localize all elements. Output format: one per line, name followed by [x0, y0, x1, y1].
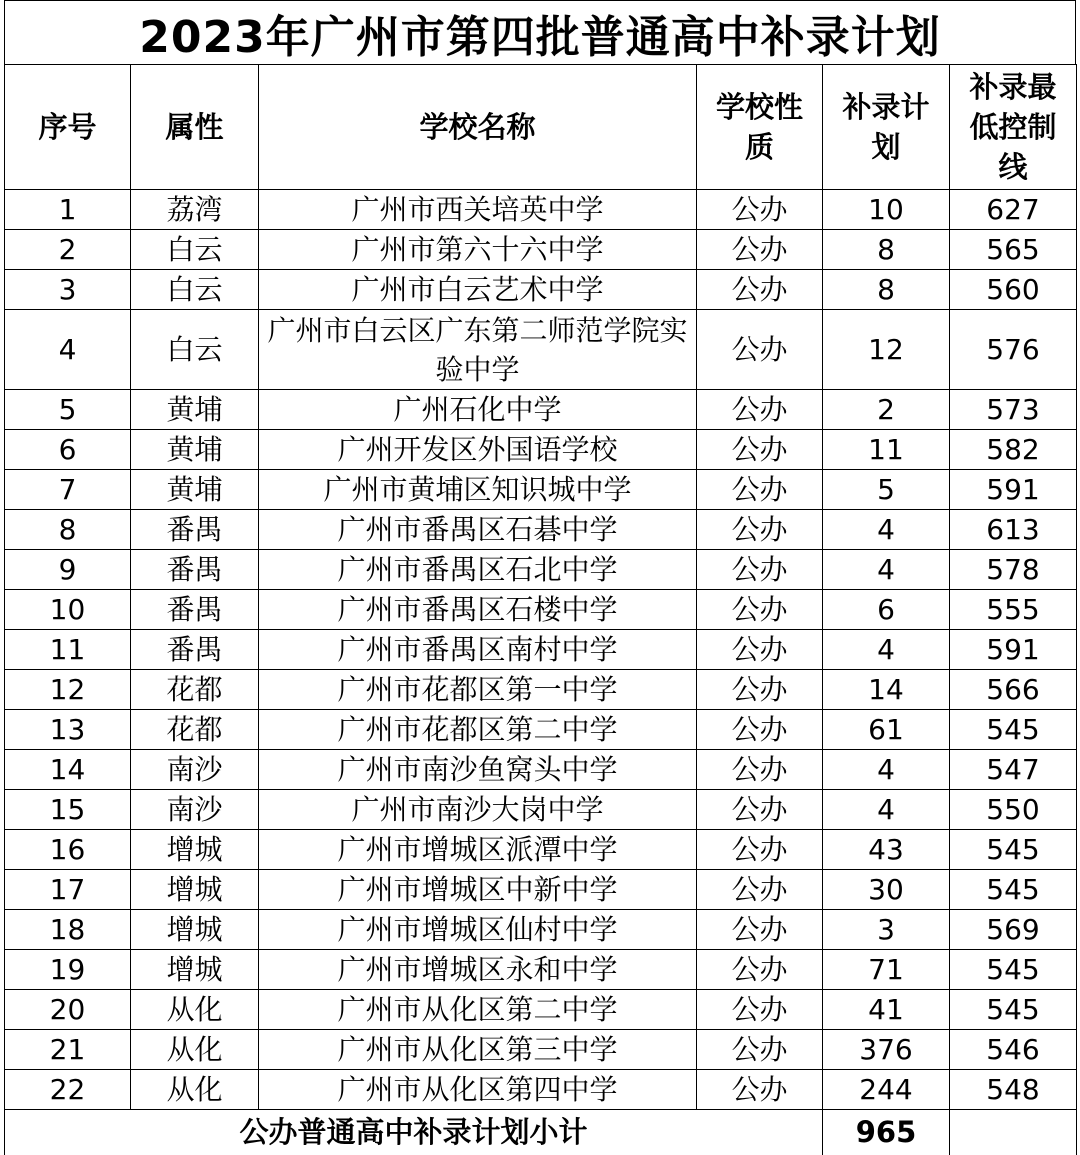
cell-plan: 14 [823, 670, 950, 710]
cell-plan: 2 [823, 390, 950, 430]
cell-district: 黄埔 [131, 390, 259, 430]
cell-minscore: 545 [950, 950, 1077, 990]
cell-district: 番禺 [131, 590, 259, 630]
table-row [5, 1030, 1077, 1070]
cell-nature: 公办 [697, 1070, 823, 1110]
cell-district: 黄埔 [131, 470, 259, 510]
cell-nature: 公办 [697, 990, 823, 1030]
cell-school: 广州市从化区第二中学 [259, 990, 697, 1030]
table-row [5, 670, 1077, 710]
header-school: 学校名称 [259, 65, 697, 190]
table-row [5, 510, 1077, 550]
cell-seq: 8 [5, 510, 131, 550]
cell-school: 广州市增城区永和中学 [259, 950, 697, 990]
cell-plan: 10 [823, 190, 950, 230]
cell-nature: 公办 [697, 790, 823, 830]
cell-plan: 244 [823, 1070, 950, 1110]
cell-district: 白云 [131, 270, 259, 310]
header-district: 属性 [131, 65, 259, 190]
cell-nature: 公办 [697, 830, 823, 870]
table-row [5, 830, 1077, 870]
table-row [5, 790, 1077, 830]
cell-minscore: 576 [950, 310, 1077, 390]
table-row [5, 910, 1077, 950]
header-plan: 补录计划 [823, 65, 950, 190]
cell-plan: 71 [823, 950, 950, 990]
cell-minscore: 548 [950, 1070, 1077, 1110]
cell-minscore: 560 [950, 270, 1077, 310]
cell-plan: 8 [823, 230, 950, 270]
cell-district: 白云 [131, 310, 259, 390]
table-row [5, 590, 1077, 630]
cell-district: 增城 [131, 830, 259, 870]
cell-plan: 30 [823, 870, 950, 910]
cell-district: 花都 [131, 670, 259, 710]
cell-school: 广州市增城区仙村中学 [259, 910, 697, 950]
cell-school: 广州市白云区广东第二师范学院实验中学 [259, 310, 697, 390]
header-row [5, 65, 1077, 190]
cell-nature: 公办 [697, 750, 823, 790]
cell-district: 南沙 [131, 750, 259, 790]
cell-district: 从化 [131, 990, 259, 1030]
cell-school: 广州市增城区派潭中学 [259, 830, 697, 870]
cell-minscore: 545 [950, 830, 1077, 870]
cell-school: 广州市第六十六中学 [259, 230, 697, 270]
cell-minscore: 555 [950, 590, 1077, 630]
table-row [5, 630, 1077, 670]
cell-minscore: 582 [950, 430, 1077, 470]
cell-nature: 公办 [697, 470, 823, 510]
cell-district: 白云 [131, 230, 259, 270]
cell-district: 番禺 [131, 510, 259, 550]
cell-nature: 公办 [697, 310, 823, 390]
cell-seq: 2 [5, 230, 131, 270]
cell-school: 广州市从化区第四中学 [259, 1070, 697, 1110]
cell-school: 广州市白云艺术中学 [259, 270, 697, 310]
cell-seq: 9 [5, 550, 131, 590]
cell-school: 广州市番禺区石碁中学 [259, 510, 697, 550]
cell-minscore: 550 [950, 790, 1077, 830]
table-row [5, 750, 1077, 790]
header-nature: 学校性质 [697, 65, 823, 190]
cell-school: 广州市番禺区南村中学 [259, 630, 697, 670]
cell-seq: 7 [5, 470, 131, 510]
cell-minscore: 546 [950, 1030, 1077, 1070]
cell-district: 南沙 [131, 790, 259, 830]
cell-minscore: 627 [950, 190, 1077, 230]
cell-minscore: 547 [950, 750, 1077, 790]
cell-plan: 61 [823, 710, 950, 750]
cell-nature: 公办 [697, 550, 823, 590]
cell-nature: 公办 [697, 190, 823, 230]
page-title: 2023年广州市第四批普通高中补录计划 [4, 0, 1076, 64]
cell-seq: 18 [5, 910, 131, 950]
cell-district: 增城 [131, 950, 259, 990]
cell-school: 广州市花都区第二中学 [259, 710, 697, 750]
table-row [5, 470, 1077, 510]
cell-school: 广州市西关培英中学 [259, 190, 697, 230]
cell-district: 黄埔 [131, 430, 259, 470]
cell-plan: 4 [823, 510, 950, 550]
cell-plan: 43 [823, 830, 950, 870]
cell-district: 番禺 [131, 550, 259, 590]
cell-seq: 10 [5, 590, 131, 630]
cell-seq: 11 [5, 630, 131, 670]
cell-minscore: 566 [950, 670, 1077, 710]
cell-plan: 4 [823, 550, 950, 590]
cell-seq: 12 [5, 670, 131, 710]
cell-plan: 41 [823, 990, 950, 1030]
cell-minscore: 545 [950, 710, 1077, 750]
table-row [5, 550, 1077, 590]
table-row [5, 950, 1077, 990]
cell-nature: 公办 [697, 870, 823, 910]
cell-plan: 8 [823, 270, 950, 310]
subtotal-row [5, 1110, 1077, 1155]
cell-seq: 17 [5, 870, 131, 910]
cell-district: 花都 [131, 710, 259, 750]
cell-school: 广州市南沙鱼窝头中学 [259, 750, 697, 790]
cell-minscore: 578 [950, 550, 1077, 590]
cell-minscore: 613 [950, 510, 1077, 550]
cell-seq: 4 [5, 310, 131, 390]
cell-seq: 21 [5, 1030, 131, 1070]
table-row [5, 270, 1077, 310]
cell-school: 广州市增城区中新中学 [259, 870, 697, 910]
cell-school: 广州市花都区第一中学 [259, 670, 697, 710]
cell-nature: 公办 [697, 910, 823, 950]
cell-district: 从化 [131, 1070, 259, 1110]
cell-minscore: 591 [950, 630, 1077, 670]
header-minscore: 补录最低控制线 [950, 65, 1077, 190]
cell-minscore: 565 [950, 230, 1077, 270]
cell-seq: 19 [5, 950, 131, 990]
cell-seq: 20 [5, 990, 131, 1030]
cell-plan: 11 [823, 430, 950, 470]
cell-school: 广州市番禺区石北中学 [259, 550, 697, 590]
cell-minscore: 573 [950, 390, 1077, 430]
cell-nature: 公办 [697, 950, 823, 990]
cell-seq: 3 [5, 270, 131, 310]
cell-nature: 公办 [697, 230, 823, 270]
cell-school: 广州开发区外国语学校 [259, 430, 697, 470]
cell-plan: 12 [823, 310, 950, 390]
cell-plan: 4 [823, 630, 950, 670]
cell-district: 增城 [131, 870, 259, 910]
enrollment-table [4, 64, 1077, 1155]
cell-school: 广州市番禺区石楼中学 [259, 590, 697, 630]
cell-nature: 公办 [697, 270, 823, 310]
cell-district: 从化 [131, 1030, 259, 1070]
cell-school: 广州石化中学 [259, 390, 697, 430]
cell-school: 广州市南沙大岗中学 [259, 790, 697, 830]
cell-nature: 公办 [697, 710, 823, 750]
cell-nature: 公办 [697, 670, 823, 710]
cell-plan: 3 [823, 910, 950, 950]
table-row [5, 710, 1077, 750]
cell-minscore: 569 [950, 910, 1077, 950]
cell-seq: 5 [5, 390, 131, 430]
cell-nature: 公办 [697, 590, 823, 630]
cell-school: 广州市黄埔区知识城中学 [259, 470, 697, 510]
table-row [5, 390, 1077, 430]
cell-seq: 6 [5, 430, 131, 470]
cell-nature: 公办 [697, 430, 823, 470]
cell-plan: 376 [823, 1030, 950, 1070]
table-body [5, 65, 1077, 1110]
cell-plan: 6 [823, 590, 950, 630]
cell-plan: 4 [823, 790, 950, 830]
cell-seq: 14 [5, 750, 131, 790]
table-row [5, 990, 1077, 1030]
cell-district: 荔湾 [131, 190, 259, 230]
cell-minscore: 545 [950, 870, 1077, 910]
cell-nature: 公办 [697, 630, 823, 670]
cell-plan: 5 [823, 470, 950, 510]
subtotal-label: 公办普通高中补录计划小计 [5, 1110, 823, 1155]
cell-nature: 公办 [697, 1030, 823, 1070]
cell-seq: 22 [5, 1070, 131, 1110]
table-row [5, 230, 1077, 270]
table-row [5, 1070, 1077, 1110]
cell-plan: 4 [823, 750, 950, 790]
table-row [5, 870, 1077, 910]
subtotal-value: 965 [823, 1110, 950, 1155]
cell-minscore: 545 [950, 990, 1077, 1030]
cell-seq: 16 [5, 830, 131, 870]
cell-school: 广州市从化区第三中学 [259, 1030, 697, 1070]
table-row [5, 430, 1077, 470]
cell-nature: 公办 [697, 390, 823, 430]
cell-seq: 1 [5, 190, 131, 230]
cell-district: 番禺 [131, 630, 259, 670]
cell-minscore: 591 [950, 470, 1077, 510]
cell-seq: 15 [5, 790, 131, 830]
cell-seq: 13 [5, 710, 131, 750]
subtotal-empty [950, 1110, 1077, 1155]
table-row [5, 310, 1077, 390]
cell-district: 增城 [131, 910, 259, 950]
header-seq: 序号 [5, 65, 131, 190]
cell-nature: 公办 [697, 510, 823, 550]
table-row [5, 190, 1077, 230]
